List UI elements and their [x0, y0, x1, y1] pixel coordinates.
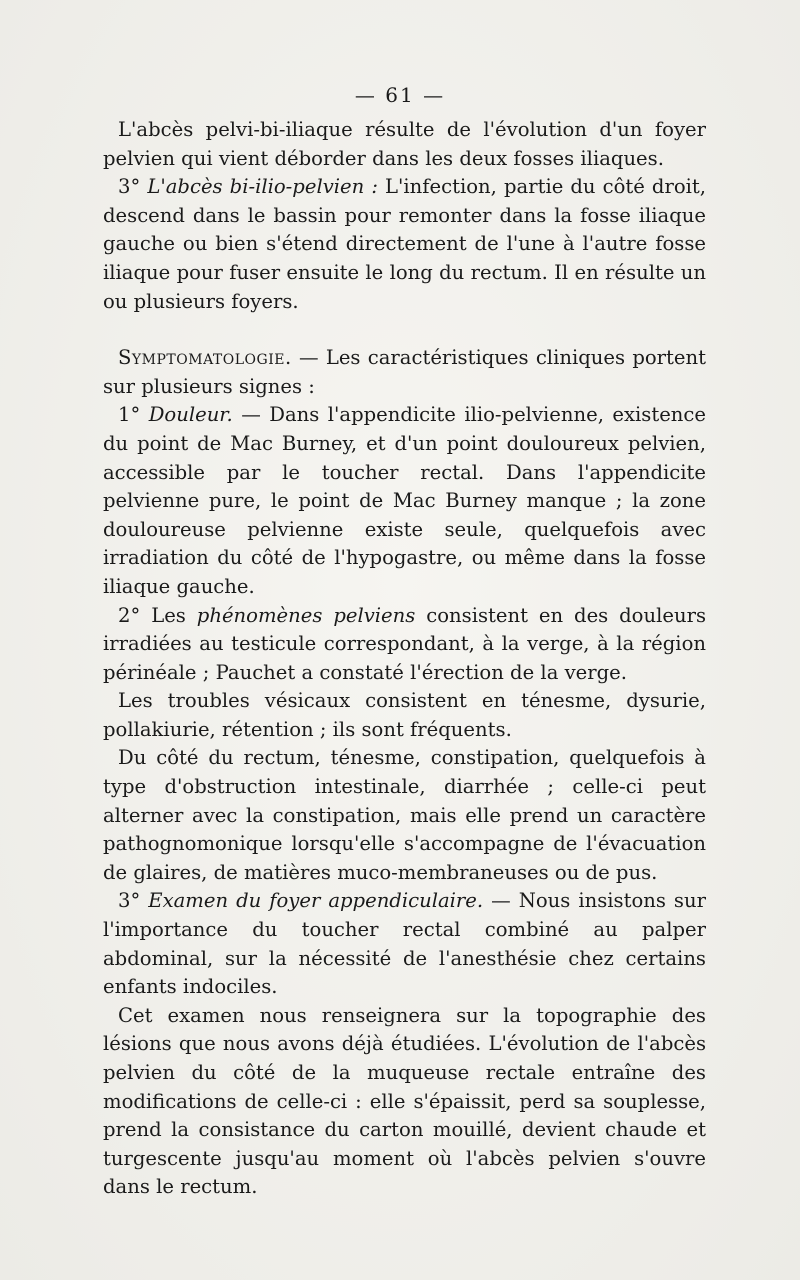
- paragraph: 1° Douleur. — Dans l'appendicite ilio-pelvienne, existence du point de Mac Burney, et d'un point douloureux pelvien, accessible par le toucher rectal. Dans l'appendicite pelvienne pure, le point de Mac Burney manque ; la zone douloureuse pelvienne existe seule, quelquefois avec irradiation du côté de l'hypogastre, ou même dans la fosse iliaque gauche.: [103, 403, 706, 598]
- paragraph: Les troubles vésicaux consistent en ténesme, dysurie, pollakiurie, rétention ; ils sont fréquents.: [103, 689, 706, 741]
- item-title: L'abcès bi-ilio-pelvien :: [147, 175, 378, 199]
- paragraph: L'abcès pelvi-bi-iliaque résulte de l'évolution d'un foyer pelvien qui vient déborder dans les deux fosses iliaques.: [103, 118, 706, 170]
- item-number: 1°: [118, 403, 149, 427]
- item-title: Douleur.: [148, 403, 233, 427]
- paragraph: 3° Examen du foyer appendiculaire. — Nous insistons sur l'importance du toucher rectal combiné au palper abdominal, sur la nécessité de l'anesthésie chez certains enfants indociles.: [103, 889, 706, 999]
- section-heading: Symptomatologie.: [118, 346, 292, 370]
- item-title: phénomènes pelviens: [196, 603, 416, 627]
- paragraph: Du côté du rectum, ténesme, constipation, quelquefois à type d'obstruction intestinale, diarrhée ; celle-ci peut alterner avec la constipation, mais elle prend un caractère pathognomonique lorsqu'elle s'accompagne de l'évacuation de glaires, de matières muco-membraneuses ou de pus.: [103, 746, 706, 884]
- item-number: 3°: [118, 889, 149, 913]
- item-number: 2°: [118, 603, 152, 627]
- paragraph: 2° Les phénomènes pelviens consistent en des douleurs irradiées au testicule correspondant, à la verge, à la région périnéale ; Pauchet a constaté l'érection de la verge.: [103, 603, 707, 684]
- paragraph: Cet examen nous renseignera sur la topographie des lésions que nous avons déjà étudiées. L'évolution de l'abcès pelvien du côté de la muqueuse rectale entraîne des modifications de celle-ci : elle s'épaissit, perd sa souplesse, prend la consistance du carton mouillé, devient chaude et turgescente jusqu'au moment où l'abcès pelvien s'ouvre dans le rectum.: [103, 1003, 706, 1199]
- body-text: [103, 116, 706, 1202]
- item-title: Examen du foyer appendiculaire.: [148, 889, 484, 913]
- section-paragraph: Symptomatologie. — Les caractéristiques cliniques portent sur plusieurs signes :: [103, 346, 706, 398]
- item-number: 3°: [118, 175, 148, 199]
- paragraph: 3° L'abcès bi-ilio-pelvien : L'infection, partie du côté droit, descend dans le bassin pour remonter dans la fosse iliaque gauche ou bien s'étend directement de l'une à l'autre fosse iliaque pour fuser ensuite le long du rectum. Il en résulte un ou plusieurs foyers.: [103, 175, 706, 313]
- page-number: — 61 —: [354, 83, 446, 107]
